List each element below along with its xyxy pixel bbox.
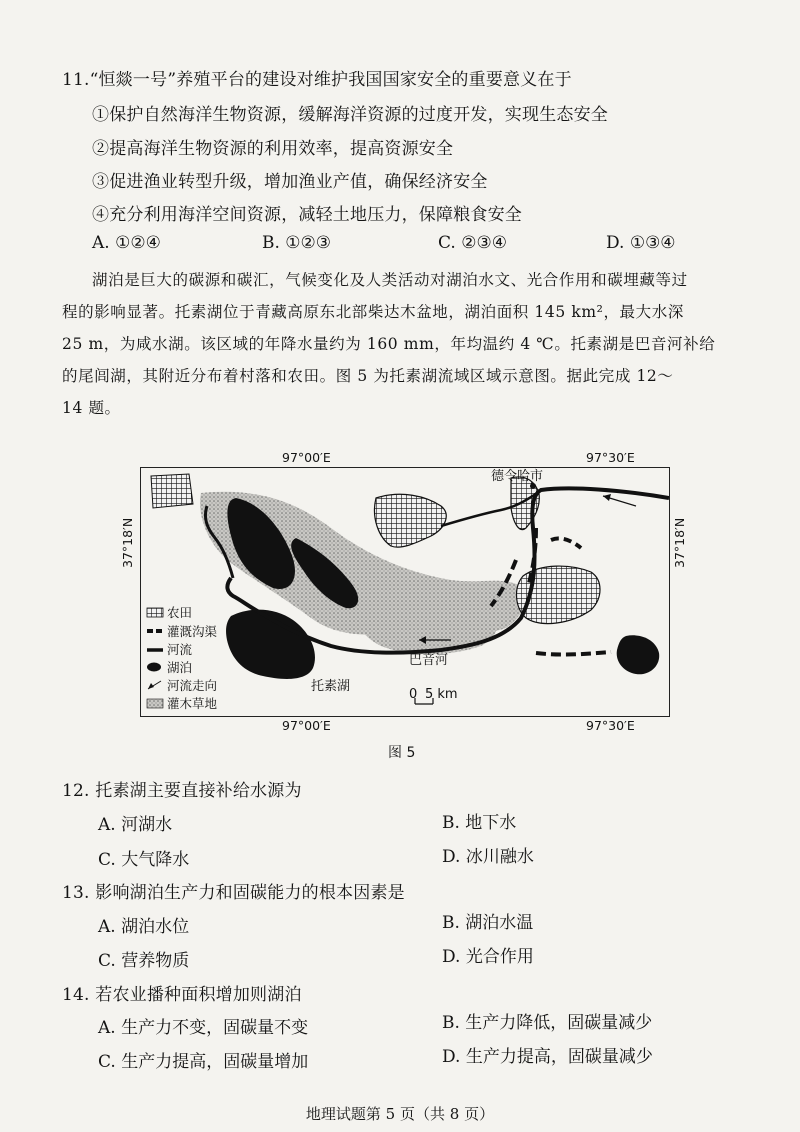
q11-option-c[interactable]: C. ②③④: [438, 233, 507, 253]
city-label: 德令哈市: [491, 469, 544, 484]
q13-option-d[interactable]: D. 光合作用: [442, 947, 534, 967]
q14-option-d[interactable]: D. 生产力提高，固碳量减少: [442, 1047, 653, 1067]
q12-option-b[interactable]: B. 地下水: [442, 813, 517, 833]
irrigation-channel: [536, 652, 611, 655]
irrigation-channel: [551, 538, 581, 548]
map-lon-bottom-right: 97°30′E: [586, 718, 635, 733]
q11-item-2: ②提高海洋生物资源的利用效率，提高资源安全: [92, 139, 454, 159]
scale-bar: [409, 687, 458, 704]
q11-option-a[interactable]: A. ①②④: [92, 233, 161, 253]
passage-line-3: 25 m，为咸水湖。该区域的年降水量约为 160 mm，年均温约 4 ℃。托素湖是巴音河补给: [62, 335, 716, 353]
flow-arrow-icon: [603, 494, 636, 506]
map-lat-right: 37°18′N: [672, 517, 687, 568]
passage-line-4: 的尾闾湖，其附近分布着村落和农田。图 5 为托素湖流域区域示意图。据此完成 12～: [62, 367, 674, 385]
q12-option-a[interactable]: A. 河湖水: [98, 815, 173, 835]
map-figure: [140, 467, 670, 717]
q11-item-4: ④充分利用海洋空间资源，减轻土地压力，保障粮食安全: [92, 205, 522, 225]
q11-item-3: ③促进渔业转型升级，增加渔业产值，确保经济安全: [92, 172, 488, 192]
map-lon-bottom-left: 97°00′E: [282, 718, 331, 733]
q14-option-b[interactable]: B. 生产力降低，固碳量减少: [442, 1013, 653, 1033]
q11-option-b[interactable]: B. ①②③: [262, 233, 332, 253]
shrub-grassland-area: [359, 597, 497, 654]
passage-line-5: 14 题。: [62, 399, 121, 417]
q12-option-d[interactable]: D. 冰川融水: [442, 847, 534, 867]
scale-label: 5 km: [425, 687, 458, 702]
map-lon-top-right: 97°30′E: [586, 450, 635, 465]
q13-option-a[interactable]: A. 湖泊水位: [98, 917, 190, 937]
page-footer: 地理试题第 5 页（共 8 页）: [305, 1105, 495, 1123]
farmland-area: [151, 474, 193, 508]
legend-farmland: 农田: [167, 605, 193, 620]
farmland-area: [374, 494, 446, 547]
q12-stem: 12. 托素湖主要直接补给水源为: [62, 781, 302, 801]
legend-river: 河流: [167, 642, 193, 657]
q13-option-b[interactable]: B. 湖泊水温: [442, 913, 534, 933]
lake-label: 托素湖: [311, 679, 351, 694]
q14-stem: 14. 若农业播种面积增加则湖泊: [62, 985, 302, 1005]
lake-shape: [617, 635, 660, 674]
map-lat-left: 37°18′N: [120, 517, 135, 568]
passage-line-1: 湖泊是巨大的碳源和碳汇，气候变化及人类活动对湖泊水文、光合作用和碳埋藏等过: [92, 271, 688, 289]
legend-irrigation: 灌溉沟渠: [167, 624, 218, 639]
figure-caption: 图 5: [388, 745, 416, 761]
river-label: 巴音河: [409, 653, 449, 668]
legend-shrub: 灌木草地: [167, 696, 218, 711]
q11-item-1: ①保护自然海洋生物资源，缓解海洋资源的过度开发，实现生态安全: [92, 105, 608, 125]
legend-lake: 湖泊: [167, 660, 193, 675]
q14-option-c[interactable]: C. 生产力提高，固碳量增加: [98, 1052, 309, 1072]
legend-flow-direction: 河流走向: [167, 678, 218, 693]
map-lon-top-left: 97°00′E: [282, 450, 331, 465]
passage-line-2: 程的影响显著。托素湖位于青藏高原东北部柴达木盆地，湖泊面积 145 km²，最大水深: [62, 303, 684, 321]
q14-option-a[interactable]: A. 生产力不变，固碳量不变: [98, 1018, 309, 1038]
scale-zero: 0: [409, 687, 418, 702]
q11-option-d[interactable]: D. ①③④: [606, 233, 676, 253]
q13-stem: 13. 影响湖泊生产力和固碳能力的根本因素是: [62, 883, 405, 903]
q13-option-c[interactable]: C. 营养物质: [98, 951, 190, 971]
map-legend: [147, 605, 218, 711]
q12-option-c[interactable]: C. 大气降水: [98, 850, 190, 870]
q11-stem: 11.“恒燚一号”养殖平台的建设对维护我国国家安全的重要意义在于: [62, 70, 572, 90]
map-svg: [141, 468, 669, 716]
